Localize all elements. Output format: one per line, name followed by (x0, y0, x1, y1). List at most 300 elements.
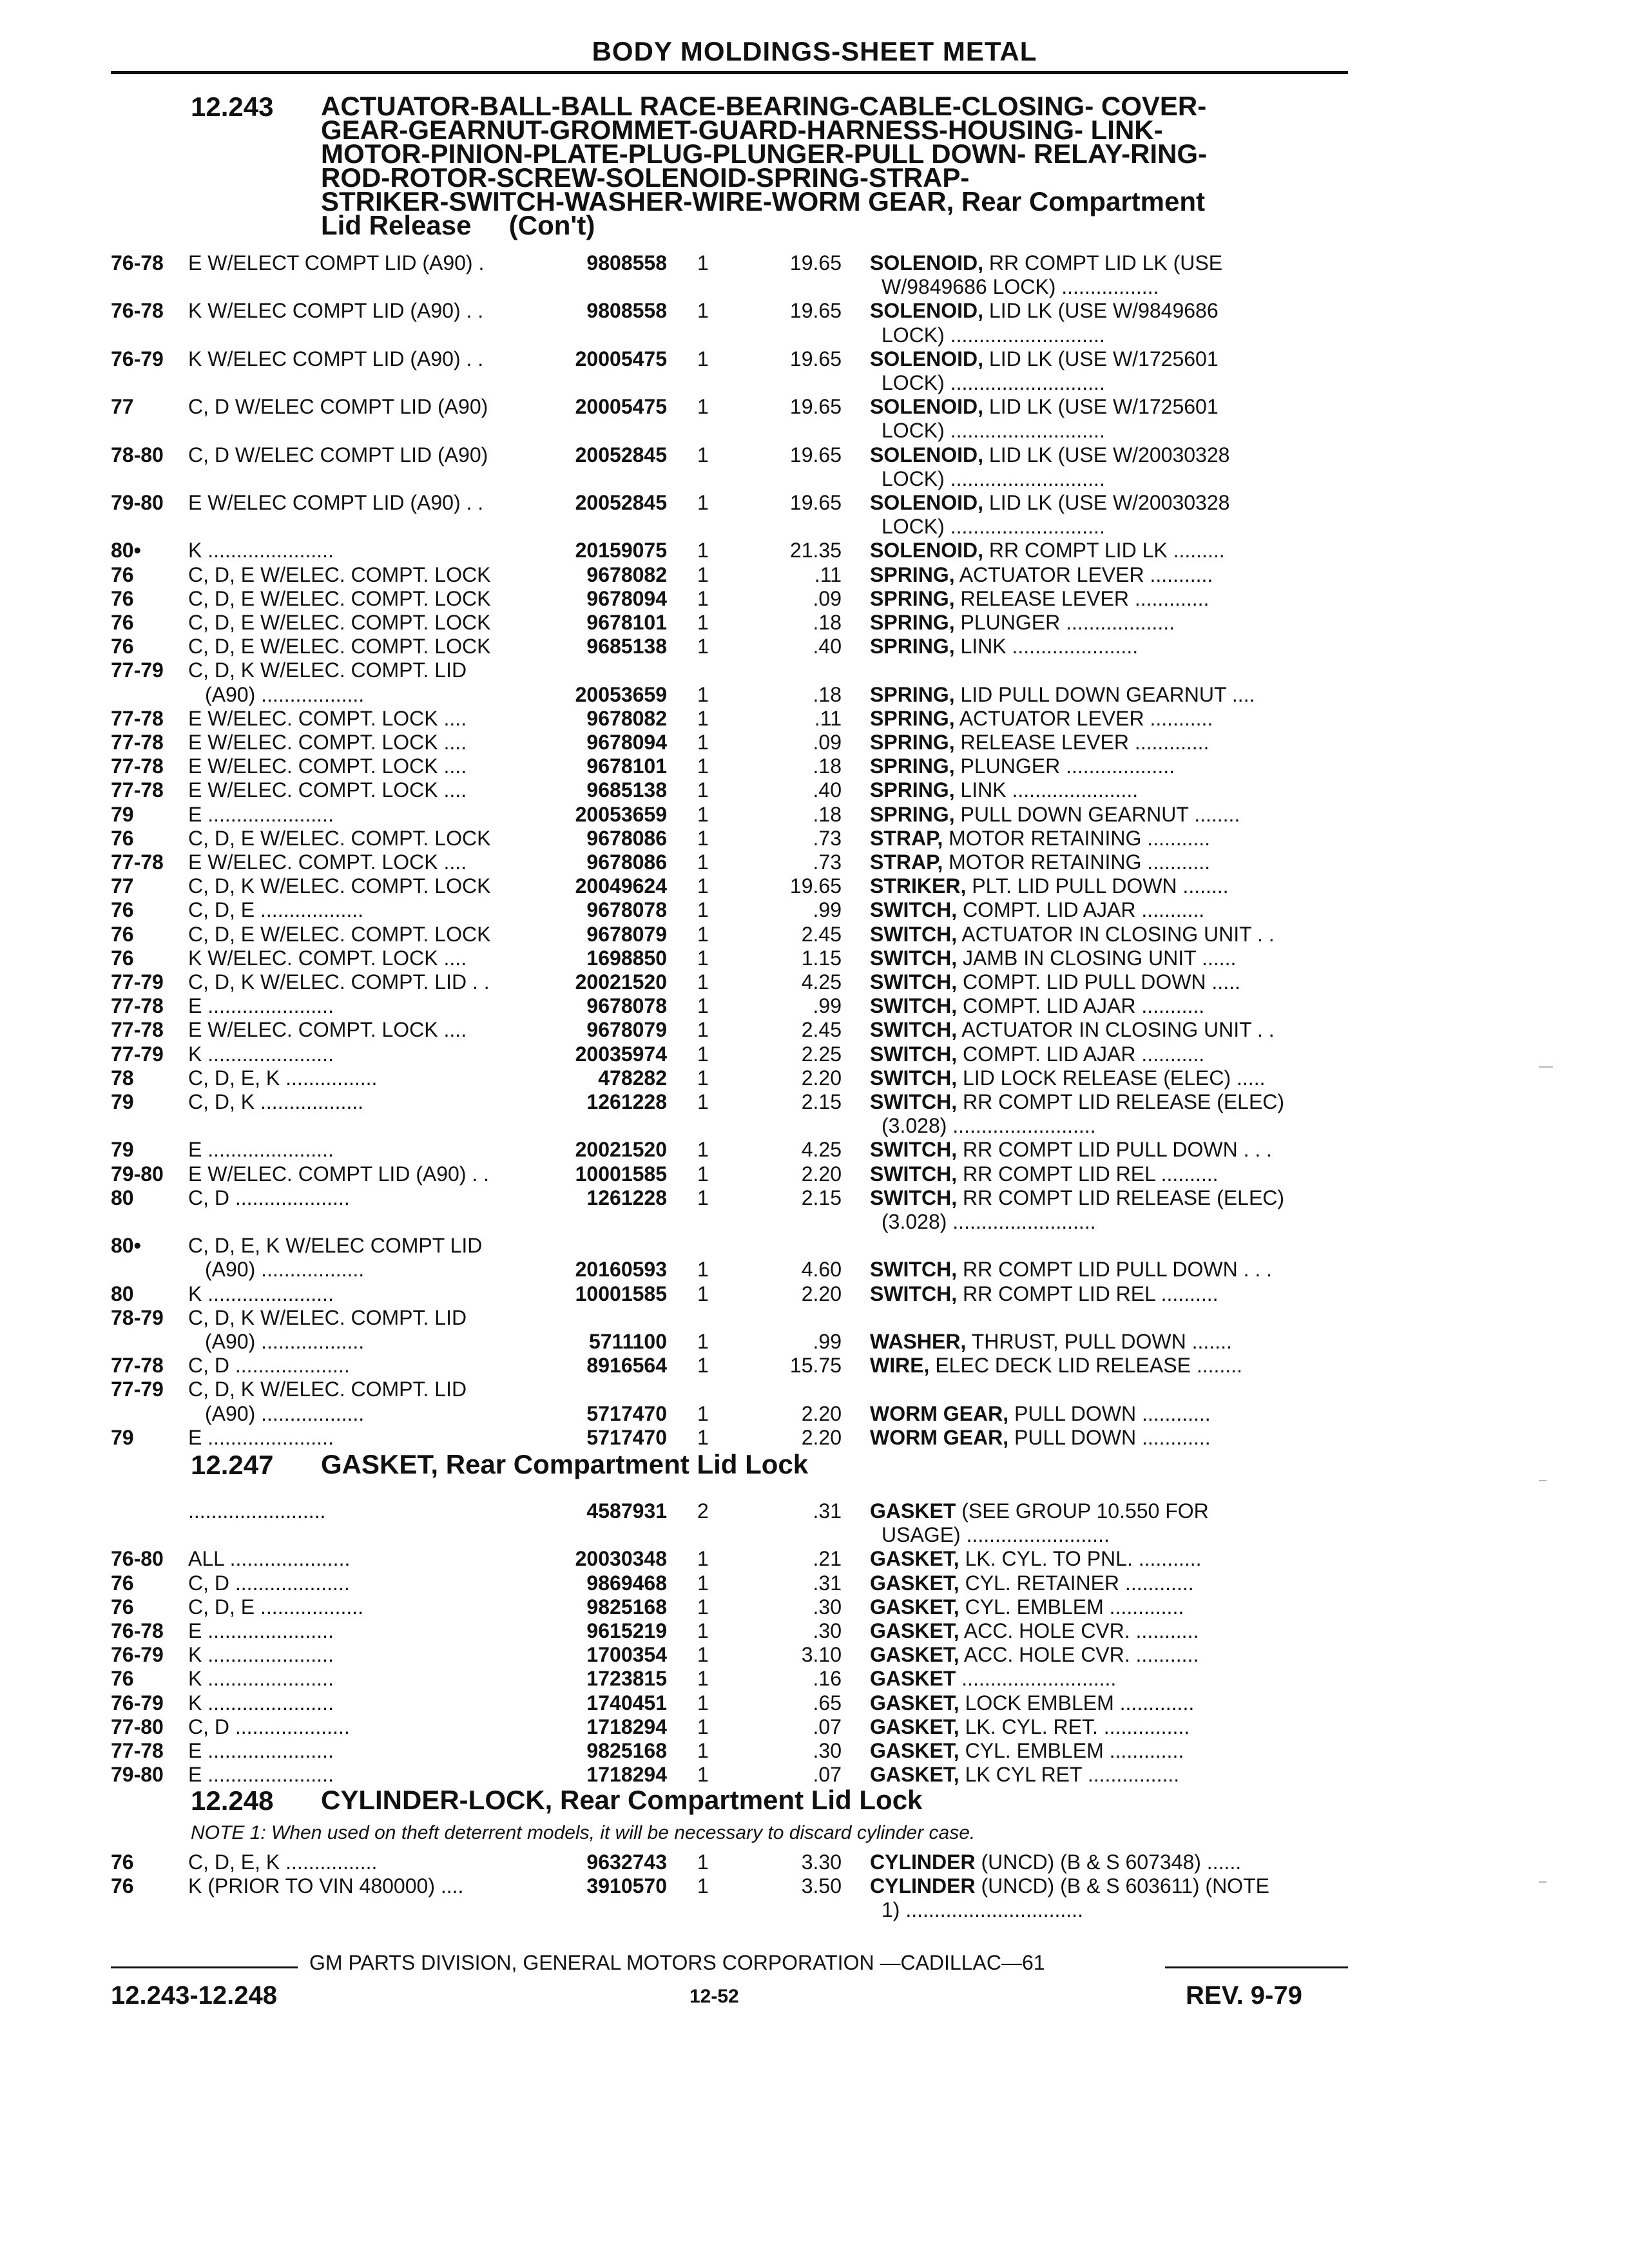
part-name: SWITCH, (870, 898, 958, 922)
model-year: 77-78 (111, 1354, 164, 1378)
part-name: SPRING, (870, 778, 955, 802)
model-year (111, 1499, 187, 1523)
application: C, D, E .................. (188, 1595, 364, 1619)
quantity: 1 (697, 850, 709, 874)
part-number: 9678094 (586, 586, 667, 610)
quantity: 1 (697, 1595, 709, 1619)
part-number: 20021520 (575, 970, 667, 994)
description (870, 1330, 1353, 1354)
price: .40 (813, 778, 842, 802)
description (870, 1739, 1353, 1763)
margin-mark (1539, 1066, 1553, 1068)
model-year: 76 (111, 1850, 134, 1874)
part-detail: ........................... (961, 1667, 1117, 1691)
part-detail: CYL. EMBLEM ............. (965, 1595, 1184, 1619)
part-number: 9615219 (586, 1619, 667, 1642)
price: 2.20 (801, 1401, 842, 1425)
description-continuation: USAGE) ......................... (882, 1523, 1110, 1547)
price: .11 (814, 562, 842, 586)
description-continuation: LOCK) ........................... (882, 371, 1105, 394)
table-row (0, 1354, 1629, 1378)
price: .18 (813, 754, 842, 778)
model-year: 79-80 (111, 491, 164, 514)
table-row (0, 1162, 1629, 1186)
description (870, 1402, 1353, 1426)
part-number: 20159075 (575, 539, 667, 562)
part-detail: COMPT. LID AJAR ........... (962, 1042, 1205, 1066)
part-name: CYLINDER (870, 1874, 976, 1898)
application: C, D .................... (188, 1186, 350, 1209)
part-name: CYLINDER (870, 1850, 976, 1874)
quantity: 1 (697, 1354, 709, 1378)
table-row (0, 1643, 1629, 1667)
part-number: 3910570 (586, 1874, 667, 1898)
price: .73 (813, 826, 842, 850)
part-number: 8916564 (586, 1354, 667, 1378)
description (870, 1018, 1353, 1042)
application: K ...................... (188, 1042, 334, 1066)
model-year (111, 683, 187, 707)
part-detail: PULL DOWN ............ (1014, 1425, 1211, 1449)
part-number: 1723815 (586, 1667, 667, 1691)
application: (A90) .................. (205, 1258, 365, 1282)
part-name: SOLENOID, (870, 347, 984, 370)
part-detail: LK CYL RET ................ (965, 1763, 1180, 1787)
application: E W/ELEC. COMPT LID (A90) . . (188, 1162, 490, 1186)
description (870, 1763, 1353, 1787)
table-row (0, 923, 1629, 947)
part-detail: PLUNGER ................... (960, 611, 1175, 634)
part-detail: PULL DOWN ............ (1014, 1401, 1211, 1425)
table-row (0, 563, 1629, 587)
footer-rule-right (1165, 1966, 1348, 1968)
application: C, D, E W/ELEC. COMPT. LOCK (188, 922, 491, 946)
application: (A90) .................. (205, 1401, 365, 1425)
part-detail: RR COMPT LID PULL DOWN . . . (962, 1138, 1273, 1162)
table-row (0, 1874, 1629, 1898)
price: .11 (814, 706, 842, 730)
application: C, D, E W/ELEC. COMPT. LOCK (188, 826, 491, 850)
part-detail: LINK ...................... (960, 635, 1139, 658)
part-detail: CYL. RETAINER ............ (965, 1571, 1194, 1595)
part-number: 9808558 (586, 251, 667, 274)
model-year: 76 (111, 635, 134, 658)
model-year (111, 1330, 187, 1354)
part-number: 4587931 (586, 1499, 667, 1523)
description (870, 299, 1353, 323)
part-name: SWITCH, (870, 946, 958, 970)
price: .31 (813, 1499, 842, 1523)
price: 19.65 (789, 251, 842, 274)
application: E W/ELECT COMPT LID (A90) . (188, 251, 485, 274)
table-row (0, 1739, 1629, 1763)
part-name: SOLENOID, (870, 539, 984, 562)
price: 19.65 (789, 299, 842, 323)
part-detail: ELEC DECK LID RELEASE ........ (935, 1354, 1242, 1378)
price: .21 (813, 1547, 842, 1571)
part-detail: LOCK EMBLEM ............. (965, 1691, 1195, 1715)
quantity: 1 (697, 1425, 709, 1449)
application: K (PRIOR TO VIN 480000) .... (188, 1874, 464, 1898)
part-number: 20005475 (575, 347, 667, 370)
quantity: 1 (697, 1258, 709, 1282)
application: C, D, E, K ................ (188, 1850, 378, 1874)
part-number: 5711100 (588, 1330, 667, 1353)
price: .07 (813, 1763, 842, 1787)
price: 2.25 (801, 1042, 842, 1066)
quantity: 1 (697, 347, 709, 370)
margin-mark (1539, 1881, 1547, 1883)
quantity: 1 (697, 1874, 709, 1898)
price: 2.45 (801, 1018, 842, 1042)
price: 2.15 (801, 1186, 842, 1209)
table-row (0, 1378, 1629, 1401)
description-continuation: 1) ............................... (882, 1898, 1083, 1922)
description (870, 1234, 1353, 1258)
section-12-247-title: GASKET, Rear Compartment Lid Lock (321, 1449, 809, 1479)
application: C, D W/ELEC COMPT LID (A90) (188, 443, 488, 466)
quantity: 1 (697, 922, 709, 946)
quantity (697, 1378, 723, 1401)
part-detail: (UNCD) (B & S 603611) (NOTE (981, 1874, 1269, 1898)
part-number: 20052845 (575, 443, 667, 466)
part-number: 9808558 (586, 299, 667, 323)
description (870, 1378, 1353, 1401)
model-year: 76-80 (111, 1547, 164, 1571)
quantity: 1 (697, 1090, 709, 1113)
part-name: GASKET, (870, 1691, 959, 1715)
application: E W/ELEC. COMPT. LOCK .... (188, 731, 467, 754)
part-detail: RR COMPT LID LK ......... (988, 539, 1225, 562)
part-name: SWITCH, (870, 1282, 958, 1305)
application: E W/ELEC. COMPT. LOCK .... (188, 706, 467, 730)
description (870, 1426, 1353, 1450)
part-name: GASKET, (870, 1571, 959, 1595)
quantity: 1 (697, 395, 709, 419)
table-row (0, 1715, 1629, 1739)
part-name: WORM GEAR, (870, 1401, 1009, 1425)
model-year: 76 (111, 586, 134, 610)
application: E ...................... (188, 802, 334, 826)
quantity: 1 (697, 1330, 709, 1353)
application: K ...................... (188, 539, 334, 562)
quantity: 1 (697, 826, 709, 850)
footer-rule-left (111, 1966, 298, 1968)
part-number: 1698850 (586, 946, 667, 970)
part-name: SWITCH, (870, 1186, 958, 1209)
part-number: 20053659 (575, 682, 667, 706)
table-row (0, 947, 1629, 970)
part-detail: LID LK (USE W/20030328 (988, 443, 1230, 466)
application: C, D W/ELEC COMPT LID (A90) (188, 395, 488, 419)
part-number: 20030348 (575, 1547, 667, 1571)
description-continuation: LOCK) ........................... (882, 515, 1105, 539)
part-number: 9869468 (586, 1571, 667, 1595)
price: 19.65 (789, 443, 842, 466)
table-row (0, 1571, 1629, 1595)
part-detail: LID LK (USE W/9849686 (988, 299, 1219, 323)
part-detail: (SEE GROUP 10.550 FOR (961, 1499, 1209, 1523)
description (870, 611, 1353, 635)
part-number: 20005475 (575, 395, 667, 419)
model-year: 79-80 (111, 1162, 164, 1186)
table-row (0, 1234, 1629, 1258)
page-title: BODY MOLDINGS-SHEET METAL (592, 36, 1037, 66)
part-detail: LK. CYL. RET. ............... (965, 1715, 1190, 1738)
part-number: 478282 (598, 1066, 667, 1090)
part-number: 1740451 (586, 1691, 667, 1715)
price: .18 (813, 682, 842, 706)
part-detail: RELEASE LEVER ............. (960, 731, 1210, 754)
description (870, 1643, 1353, 1667)
title-line: ACTUATOR-BALL-BALL RACE-BEARING-CABLE-CLOSING- COVER- (321, 91, 1207, 121)
model-year: 77-78 (111, 778, 164, 802)
table-row (0, 707, 1629, 731)
table-row (0, 850, 1629, 874)
part-name: SOLENOID, (870, 491, 984, 514)
margin-mark (1539, 1480, 1547, 1481)
part-detail: ACTUATOR IN CLOSING UNIT . . (961, 1018, 1275, 1042)
part-number: 20049624 (575, 874, 667, 898)
part-number: 9678078 (586, 898, 667, 922)
description (870, 635, 1353, 658)
quantity: 1 (697, 1138, 709, 1162)
part-number: 9678086 (586, 826, 667, 850)
table-row (0, 251, 1629, 275)
quantity: 1 (697, 1715, 709, 1738)
quantity: 1 (697, 946, 709, 970)
table-row (0, 347, 1629, 371)
part-detail: RELEASE LEVER ............. (960, 586, 1210, 610)
model-year: 76-78 (111, 251, 164, 274)
part-detail: LID LK (USE W/1725601 (988, 347, 1219, 370)
part-name: WORM GEAR, (870, 1425, 1009, 1449)
description (870, 827, 1353, 850)
application: E W/ELEC. COMPT. LOCK .... (188, 778, 467, 802)
part-name: SPRING, (870, 802, 955, 826)
description (870, 1499, 1353, 1523)
table-row (0, 898, 1629, 922)
table-row (0, 539, 1629, 562)
title-line: GEAR-GEARNUT-GROMMET-GUARD-HARNESS-HOUSING- LINK- (321, 115, 1163, 145)
application: C, D, E W/ELEC. COMPT. LOCK (188, 562, 491, 586)
part-number: 1700354 (586, 1643, 667, 1667)
part-detail: LINK ...................... (960, 778, 1139, 802)
model-year: 78 (111, 1066, 134, 1090)
application: E ...................... (188, 1763, 334, 1787)
quantity: 1 (697, 1850, 709, 1874)
description (870, 395, 1353, 419)
price: .30 (813, 1595, 842, 1619)
description (870, 587, 1353, 611)
description (870, 778, 1353, 802)
description (870, 850, 1353, 874)
price: .18 (813, 611, 842, 634)
part-number: 9678079 (586, 1018, 667, 1042)
title-line: STRIKER-SWITCH-WASHER-WIRE-WORM GEAR, Rear Compartment (321, 186, 1205, 216)
price: .18 (813, 802, 842, 826)
part-detail: PLT. LID PULL DOWN ........ (972, 874, 1229, 898)
table-row (0, 1066, 1629, 1090)
price: 2.15 (801, 1090, 842, 1113)
part-name: GASKET (870, 1667, 956, 1691)
application: E ...................... (188, 1619, 334, 1642)
part-name: SOLENOID, (870, 395, 984, 419)
price: 3.10 (801, 1643, 842, 1667)
application: C, D, E W/ELEC. COMPT. LOCK (188, 635, 491, 658)
part-detail: RR COMPT LID REL .......... (962, 1162, 1219, 1186)
table-row (0, 1138, 1629, 1162)
model-year: 77-80 (111, 1715, 164, 1738)
quantity: 1 (697, 1691, 709, 1715)
table-row (0, 754, 1629, 778)
part-name: SWITCH, (870, 1066, 958, 1090)
part-number: 9678101 (586, 754, 667, 778)
part-number: 1261228 (586, 1186, 667, 1209)
part-detail: COMPT. LID PULL DOWN ..... (962, 970, 1240, 994)
application: C, D .................... (188, 1715, 350, 1738)
part-number: 9678078 (586, 994, 667, 1018)
price: 2.20 (801, 1282, 842, 1305)
part-name: SWITCH, (870, 970, 958, 994)
part-detail: MOTOR RETAINING ........... (949, 850, 1211, 874)
model-year: 76 (111, 1571, 134, 1595)
application: C, D, K W/ELEC. COMPT. LID (188, 1378, 467, 1401)
title-line: Lid Release (Con't) (321, 210, 595, 240)
description (870, 1186, 1353, 1210)
part-detail: ACTUATOR LEVER ........... (959, 562, 1213, 586)
description-continuation: LOCK) ........................... (882, 466, 1105, 490)
model-year: 77-79 (111, 658, 164, 682)
model-year: 77-79 (111, 970, 164, 994)
part-number: 9678086 (586, 850, 667, 874)
part-detail: ACC. HOLE CVR. ........... (963, 1619, 1199, 1642)
quantity: 1 (697, 682, 709, 706)
price: 3.30 (801, 1850, 842, 1874)
application: C, D, K W/ELEC. COMPT. LID (188, 658, 467, 682)
price: .31 (813, 1571, 842, 1595)
price: 21.35 (789, 539, 842, 562)
quantity: 1 (697, 1547, 709, 1571)
application: K W/ELEC COMPT LID (A90) . . (188, 347, 484, 370)
quantity (697, 1234, 723, 1258)
table-row (0, 1547, 1629, 1571)
part-detail: ACTUATOR LEVER ........... (959, 706, 1213, 730)
part-name: GASKET, (870, 1619, 959, 1642)
price: .16 (813, 1667, 842, 1691)
model-year: 77-78 (111, 706, 164, 730)
table-row (0, 395, 1629, 419)
quantity: 1 (697, 1619, 709, 1642)
description (870, 1667, 1353, 1691)
description (870, 1090, 1353, 1114)
description (870, 443, 1353, 467)
model-year: 80• (111, 539, 141, 562)
price: .99 (813, 1330, 842, 1353)
table-row (0, 443, 1629, 467)
part-number: 9825168 (586, 1595, 667, 1619)
price: 2.20 (801, 1425, 842, 1449)
table-row (0, 874, 1629, 898)
model-year: 79 (111, 1138, 134, 1162)
part-name: SOLENOID, (870, 299, 984, 323)
part-detail: LK. CYL. TO PNL. ........... (965, 1547, 1202, 1571)
quantity: 1 (697, 1401, 709, 1425)
description (870, 1162, 1353, 1186)
description (870, 1619, 1353, 1643)
part-number: 20053659 (575, 802, 667, 826)
part-name: GASKET, (870, 1739, 959, 1762)
table-row (0, 1186, 1629, 1210)
application: K ...................... (188, 1667, 334, 1691)
quantity: 1 (697, 635, 709, 658)
description (870, 898, 1353, 922)
model-year: 77-78 (111, 1739, 164, 1762)
section-12-243-number: 12.243 (191, 91, 274, 122)
table-row (0, 1090, 1629, 1114)
part-detail: PULL DOWN GEARNUT ........ (960, 802, 1240, 826)
table-row (0, 1043, 1629, 1066)
part-name: SPRING, (870, 731, 955, 754)
quantity: 1 (697, 778, 709, 802)
model-year: 78-80 (111, 443, 164, 466)
part-detail: RR COMPT LID RELEASE (ELEC) (962, 1186, 1285, 1209)
description (870, 947, 1353, 970)
quantity: 1 (697, 706, 709, 730)
part-name: STRAP, (870, 850, 943, 874)
application: C, D, E .................. (188, 898, 364, 922)
table-row (0, 1763, 1629, 1787)
table-row (0, 803, 1629, 827)
note-1: NOTE 1: When used on theft deterrent models, it will be necessary to discard cylinder case. (191, 1822, 976, 1843)
part-name: SPRING, (870, 635, 955, 658)
application: K ...................... (188, 1282, 334, 1305)
price: 2.20 (801, 1162, 842, 1186)
model-year: 76 (111, 1667, 134, 1691)
price: 19.65 (789, 491, 842, 514)
application: E ...................... (188, 1425, 334, 1449)
model-year: 80• (111, 1234, 141, 1258)
table-row (0, 658, 1629, 682)
application: E W/ELEC COMPT LID (A90) . . (188, 491, 484, 514)
table-row (0, 683, 1629, 707)
part-number: 5717470 (586, 1401, 667, 1425)
quantity: 1 (697, 1162, 709, 1186)
part-name: SPRING, (870, 754, 955, 778)
quantity: 1 (697, 1739, 709, 1762)
table-row (0, 635, 1629, 658)
part-detail: LID LK (USE W/20030328 (988, 491, 1230, 514)
table-row (0, 1667, 1629, 1691)
quantity: 1 (697, 874, 709, 898)
model-year: 77-79 (111, 1378, 164, 1401)
description-continuation: W/9849686 LOCK) ................. (882, 275, 1159, 299)
part-name: GASKET, (870, 1763, 959, 1787)
price: .40 (813, 635, 842, 658)
quantity: 1 (697, 994, 709, 1018)
quantity (697, 1306, 723, 1330)
part-name: SWITCH, (870, 1090, 958, 1113)
price: 19.65 (789, 874, 842, 898)
part-name: GASKET, (870, 1595, 959, 1619)
application: E W/ELEC. COMPT. LOCK .... (188, 850, 467, 874)
part-number: 9678094 (586, 731, 667, 754)
application: K W/ELEC. COMPT. LOCK .... (188, 946, 467, 970)
table-row (0, 994, 1629, 1018)
part-name: SOLENOID, (870, 251, 984, 274)
model-year: 76 (111, 946, 134, 970)
description (870, 251, 1353, 275)
